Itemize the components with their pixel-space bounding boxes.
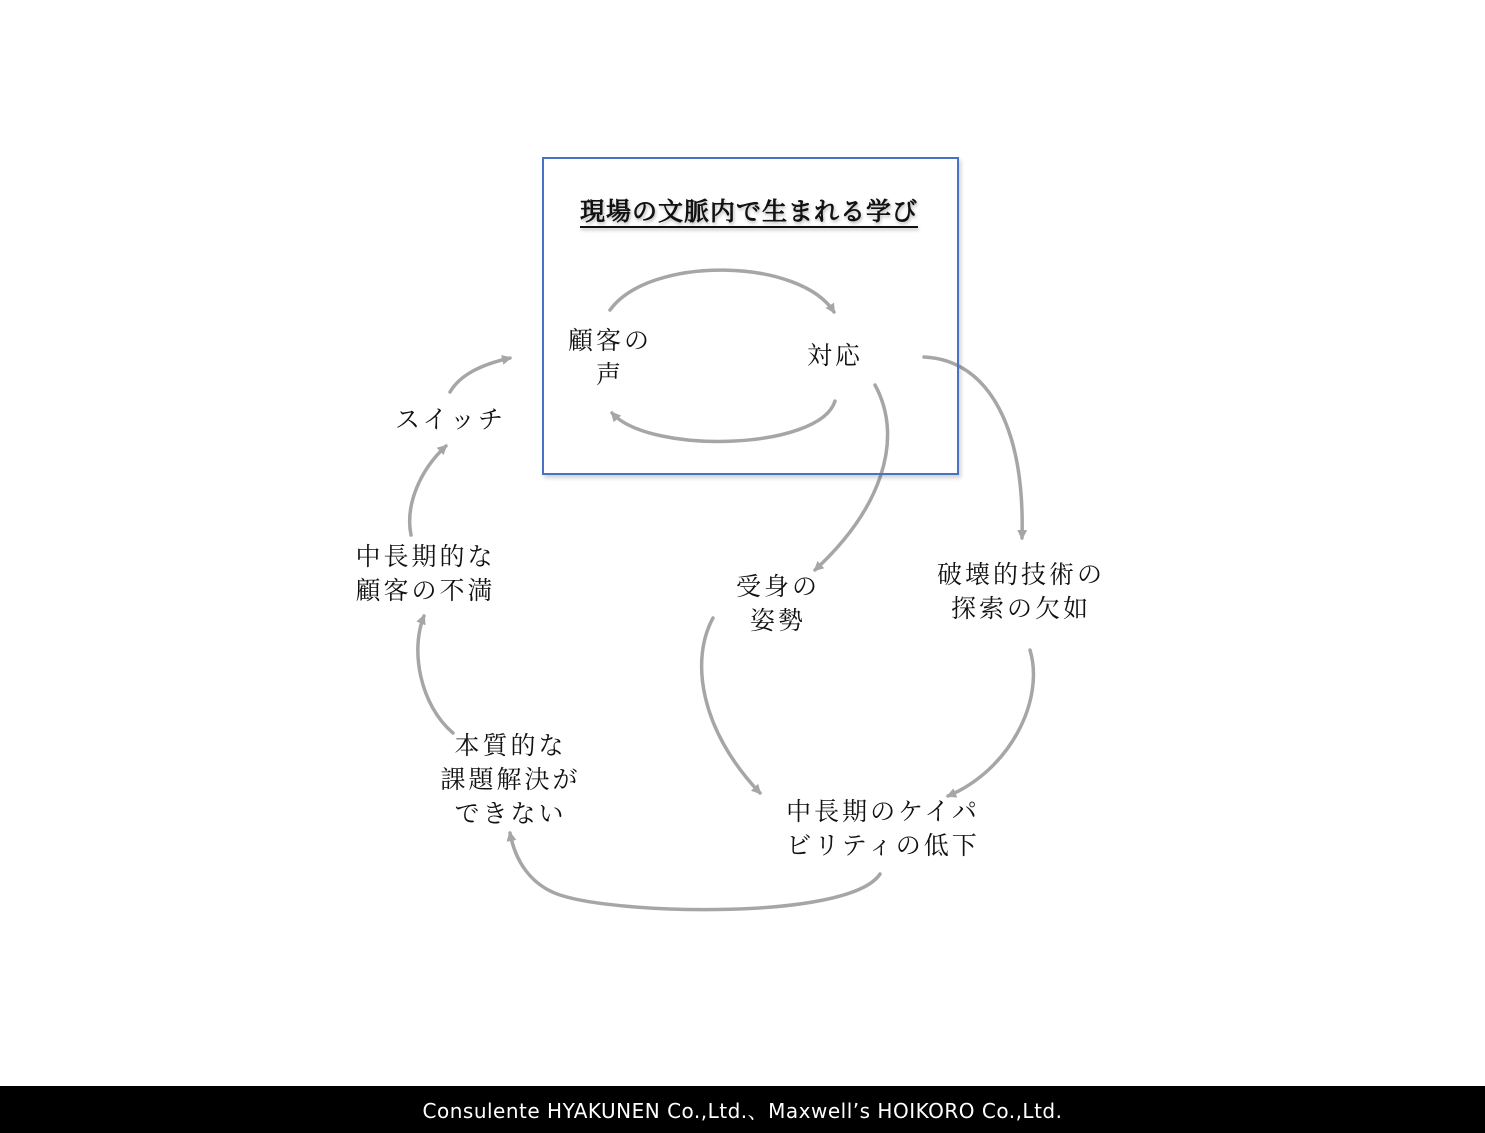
node-passive-attitude: 受身の 姿勢	[735, 572, 820, 635]
node-lack-of-disruptive-tech: 破壊的技術の 探索の欠如	[936, 560, 1105, 623]
node-long-term-dissatisfaction: 中長期的な 顧客の不満	[355, 542, 496, 605]
node-response: 対応	[806, 341, 863, 370]
arrow-switch-to-box	[450, 358, 510, 392]
footer-copyright: Consulente HYAKUNEN Co.,Ltd.、Maxwell’s HOIKORO Co.,Ltd.	[422, 1099, 1063, 1123]
box-title: 現場の文脈内で生まれる学び	[579, 197, 918, 226]
node-capability-decline: 中長期のケイパ ビリティの低下	[786, 797, 980, 860]
footer-bar	[0, 1086, 1485, 1133]
arrow-dissatisfaction-to-switch	[410, 446, 446, 535]
arrow-disruptive-to-capability	[948, 650, 1033, 796]
node-customer-voice: 顧客の 声	[567, 326, 652, 389]
arrow-passive-to-capability	[702, 618, 760, 793]
node-switch: スイッチ	[394, 405, 506, 434]
node-no-essential-solution: 本質的な 課題解決が できない	[440, 731, 581, 828]
arrow-no-solution-to-dissatisfaction	[418, 616, 453, 733]
